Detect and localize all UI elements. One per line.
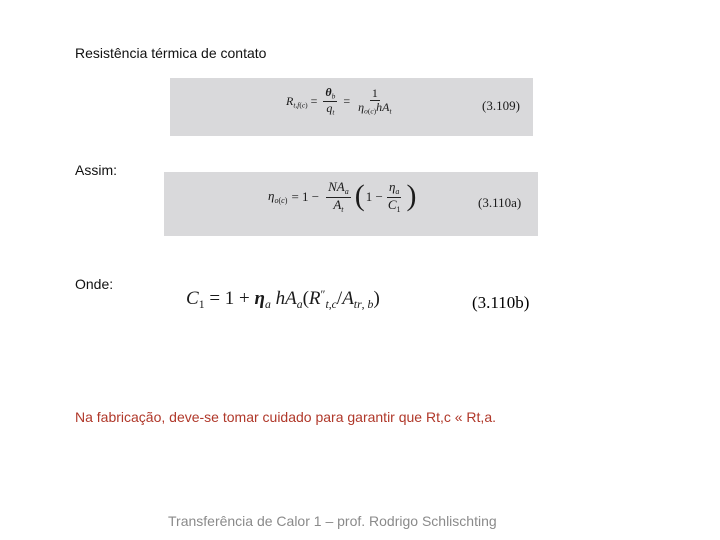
equation-3-109: $R_{t,f(c)}$ = $\frac{\theta_b}{q_t}$ = $\frac{1}{\eta_{o(c)}hA_t}$ — [286, 85, 392, 117]
footer-text: Transferência de Calor 1 – prof. Rodrigo Schlischting — [168, 513, 497, 529]
note-text: Na fabricação, deve-se tomar cuidado para garantir que Rt,c « Rt,a. — [75, 409, 496, 425]
equation-3-110a-box — [164, 172, 538, 236]
equation-number: (3.109) — [482, 98, 520, 113]
equation-3-110b: $C_1 = 1 + \eta_a$ $hA_a(R''_{t,c}/A_{tr, b})$ — [186, 288, 380, 312]
onde-label: Onde: — [75, 276, 114, 292]
equation-number: (3.110a) — [478, 195, 522, 210]
equation-3-110a: $\eta_{o(c)}$ = 1 − $\frac{NA_a}{A_t}$ ( 1 − $\frac{\eta_a}{C_1}$ ) — [268, 179, 417, 214]
assim-label: Assim: — [75, 162, 117, 178]
equation-3-109-box — [170, 78, 533, 136]
equation-number: (3.110b) — [472, 293, 530, 312]
slide-title: Resistência térmica de contato — [75, 45, 267, 61]
